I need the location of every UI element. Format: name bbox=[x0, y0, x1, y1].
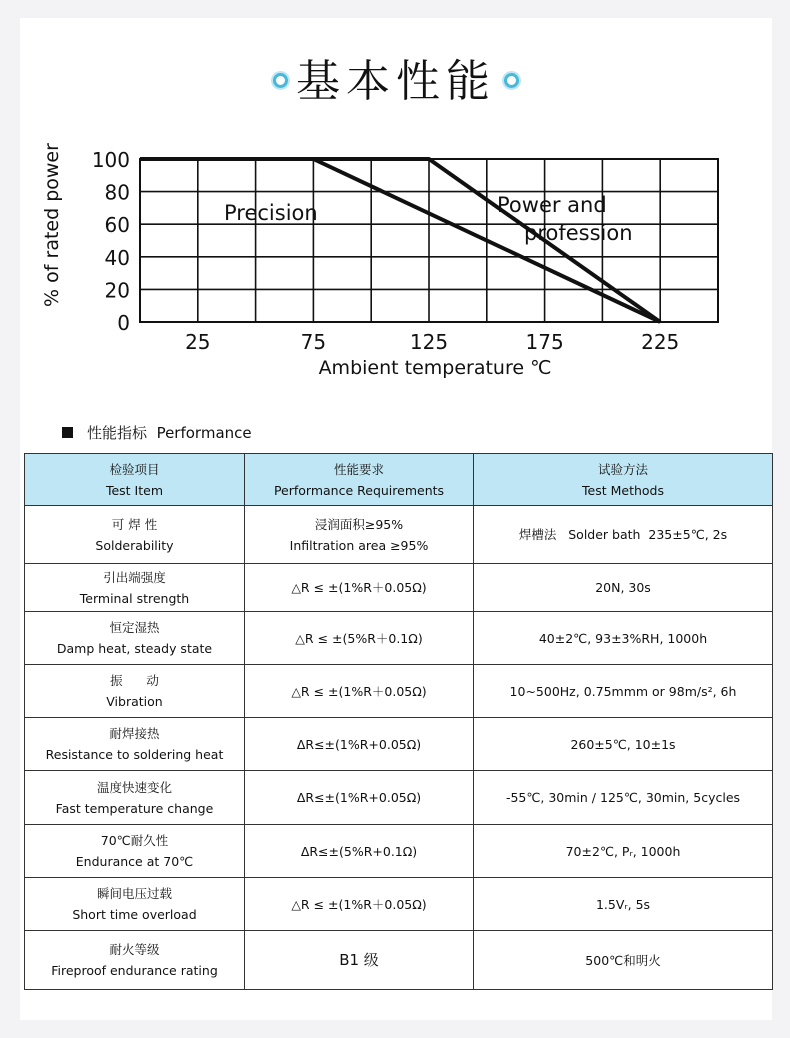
test-method-cell bbox=[474, 506, 773, 564]
test-method-text: 10~500Hz, 0.75mmm or 98m/s², 6h bbox=[509, 683, 737, 699]
test-item-cell bbox=[25, 878, 245, 931]
test-item-en: Endurance at 70℃ bbox=[75, 854, 194, 869]
test-item-zh: 70℃耐久性 bbox=[100, 833, 169, 848]
x-axis-label: Ambient temperature ℃ bbox=[318, 357, 552, 379]
test-item-zh: 耐火等级 bbox=[109, 942, 160, 957]
test-method-text: 70±2℃, Pᵣ, 1000h bbox=[565, 843, 681, 859]
requirement-cell bbox=[245, 718, 474, 771]
test-item-cell bbox=[25, 931, 245, 990]
y-tick-label: 80 bbox=[104, 180, 130, 205]
test-item-zh: 恒定湿热 bbox=[109, 620, 160, 635]
header-test-methods: 试验方法 Test Methods bbox=[474, 454, 773, 506]
test-item-en: Vibration bbox=[106, 694, 163, 709]
test-item-cell bbox=[25, 665, 245, 718]
test-method-cell bbox=[474, 825, 773, 878]
test-item-en: Resistance to soldering heat bbox=[45, 747, 224, 762]
test-method-cell bbox=[474, 878, 773, 931]
test-item-cell bbox=[25, 612, 245, 665]
performance-table bbox=[24, 453, 773, 990]
annotation-precision: Precision bbox=[224, 201, 318, 225]
requirement-cell bbox=[245, 665, 474, 718]
test-item-cell bbox=[25, 718, 245, 771]
header-performance-requirements: 性能要求 Performance Requirements bbox=[245, 454, 474, 506]
test-item-zh: 瞬间电压过载 bbox=[96, 886, 172, 901]
test-item-en: Fast temperature change bbox=[55, 800, 214, 816]
square-bullet-icon bbox=[62, 427, 73, 438]
test-item-en: Fireproof endurance rating bbox=[51, 963, 218, 978]
x-tick-labels bbox=[185, 330, 679, 354]
test-method-text: 40±2℃, 93±3%RH, 1000h bbox=[538, 630, 708, 646]
x-tick-label: 75 bbox=[300, 330, 327, 354]
test-method-cell bbox=[474, 771, 773, 825]
requirement-text: 浸润面积≥95% bbox=[314, 516, 404, 532]
requirement-cell bbox=[245, 878, 474, 931]
requirement-text: △R ≤ ±(5%R＋0.1Ω) bbox=[295, 630, 423, 646]
x-tick-label: 25 bbox=[185, 330, 211, 354]
requirement-text: △R ≤ ±(1%R＋0.05Ω) bbox=[291, 580, 427, 595]
test-item-en: Damp heat, steady state bbox=[56, 641, 213, 656]
table-row bbox=[25, 771, 773, 825]
requirement-cell bbox=[245, 931, 474, 990]
test-item-zh: 振 动 bbox=[110, 673, 159, 688]
test-item-en: Terminal strength bbox=[79, 590, 190, 606]
table-row bbox=[25, 878, 773, 931]
circle-bullet-icon bbox=[504, 73, 519, 88]
test-item-zh: 可 焊 性 bbox=[111, 516, 158, 532]
y-tick-label: 60 bbox=[104, 213, 130, 238]
annotation-power-and: Power and bbox=[497, 193, 607, 217]
requirement-cell bbox=[245, 612, 474, 665]
test-item-cell bbox=[25, 506, 245, 564]
test-method-text: 1.5Vᵣ, 5s bbox=[595, 896, 651, 912]
header-test-item: 检验项目 Test Item bbox=[25, 454, 245, 506]
circle-bullet-icon bbox=[273, 73, 288, 88]
derating-chart bbox=[38, 130, 738, 392]
test-item-zh: 温度快速变化 bbox=[96, 779, 172, 795]
page-title bbox=[20, 56, 772, 108]
test-item-cell bbox=[25, 825, 245, 878]
spec-sheet bbox=[20, 18, 772, 1020]
y-tick-label: 40 bbox=[104, 245, 130, 270]
section-heading bbox=[62, 422, 252, 443]
table-row bbox=[25, 825, 773, 878]
x-tick-label: 225 bbox=[641, 330, 680, 354]
table-row bbox=[25, 506, 773, 564]
table-row bbox=[25, 718, 773, 771]
test-method-text: 20N, 30s bbox=[595, 580, 651, 595]
requirement-cell bbox=[245, 564, 474, 612]
test-method-cell bbox=[474, 718, 773, 771]
requirement-text: B1 级 bbox=[339, 950, 379, 969]
test-item-en: Solderability bbox=[95, 537, 174, 553]
annotation-profession: profession bbox=[524, 221, 633, 245]
test-method-text: -55℃, 30min / 125℃, 30min, 5cycles bbox=[505, 790, 741, 805]
test-method-text: 260±5℃, 10±1s bbox=[570, 736, 676, 752]
test-method-cell bbox=[474, 931, 773, 990]
requirement-cell bbox=[245, 771, 474, 825]
test-item-zh: 引出端强度 bbox=[103, 569, 166, 585]
requirement-cell bbox=[245, 825, 474, 878]
y-tick-label: 100 bbox=[91, 148, 130, 172]
table-row bbox=[25, 931, 773, 990]
requirement-cell bbox=[245, 506, 474, 564]
requirement-text: △R ≤ ±(1%R＋0.05Ω) bbox=[291, 683, 427, 699]
requirement-en: Infiltration area ≥95% bbox=[289, 537, 429, 553]
section-label-zh: 性能指标 bbox=[87, 424, 148, 442]
requirement-text: ΔR≤±(1%R+0.05Ω) bbox=[296, 790, 422, 805]
test-item-zh: 耐焊接热 bbox=[109, 726, 160, 741]
requirement-text: ΔR≤±(5%R+0.1Ω) bbox=[300, 843, 418, 859]
test-item-cell bbox=[25, 771, 245, 825]
requirement-text: △R ≤ ±(1%R＋0.05Ω) bbox=[291, 896, 427, 912]
test-method-cell bbox=[474, 612, 773, 665]
test-method-text: 500℃和明火 bbox=[585, 952, 661, 968]
x-tick-label: 125 bbox=[409, 330, 449, 354]
x-tick-label: 175 bbox=[525, 330, 564, 354]
section-label-en: Performance bbox=[156, 424, 252, 442]
table-row bbox=[25, 612, 773, 665]
y-tick-label: 20 bbox=[104, 278, 130, 303]
test-method-text: 焊槽法 Solder bath 235±5℃, 2s bbox=[518, 527, 728, 542]
test-item-en: Short time overload bbox=[72, 907, 197, 922]
test-method-cell bbox=[474, 665, 773, 718]
table-header-row bbox=[25, 454, 773, 506]
page-title-text: 基本性能 bbox=[296, 56, 496, 107]
test-method-cell bbox=[474, 564, 773, 612]
test-item-cell bbox=[25, 564, 245, 612]
requirement-text: ΔR≤±(1%R+0.05Ω) bbox=[296, 736, 422, 752]
table-row bbox=[25, 564, 773, 612]
table-row bbox=[25, 665, 773, 718]
y-axis-label: % of rated power bbox=[41, 143, 63, 307]
y-tick-labels bbox=[92, 148, 130, 335]
y-tick-label: 0 bbox=[117, 311, 130, 335]
